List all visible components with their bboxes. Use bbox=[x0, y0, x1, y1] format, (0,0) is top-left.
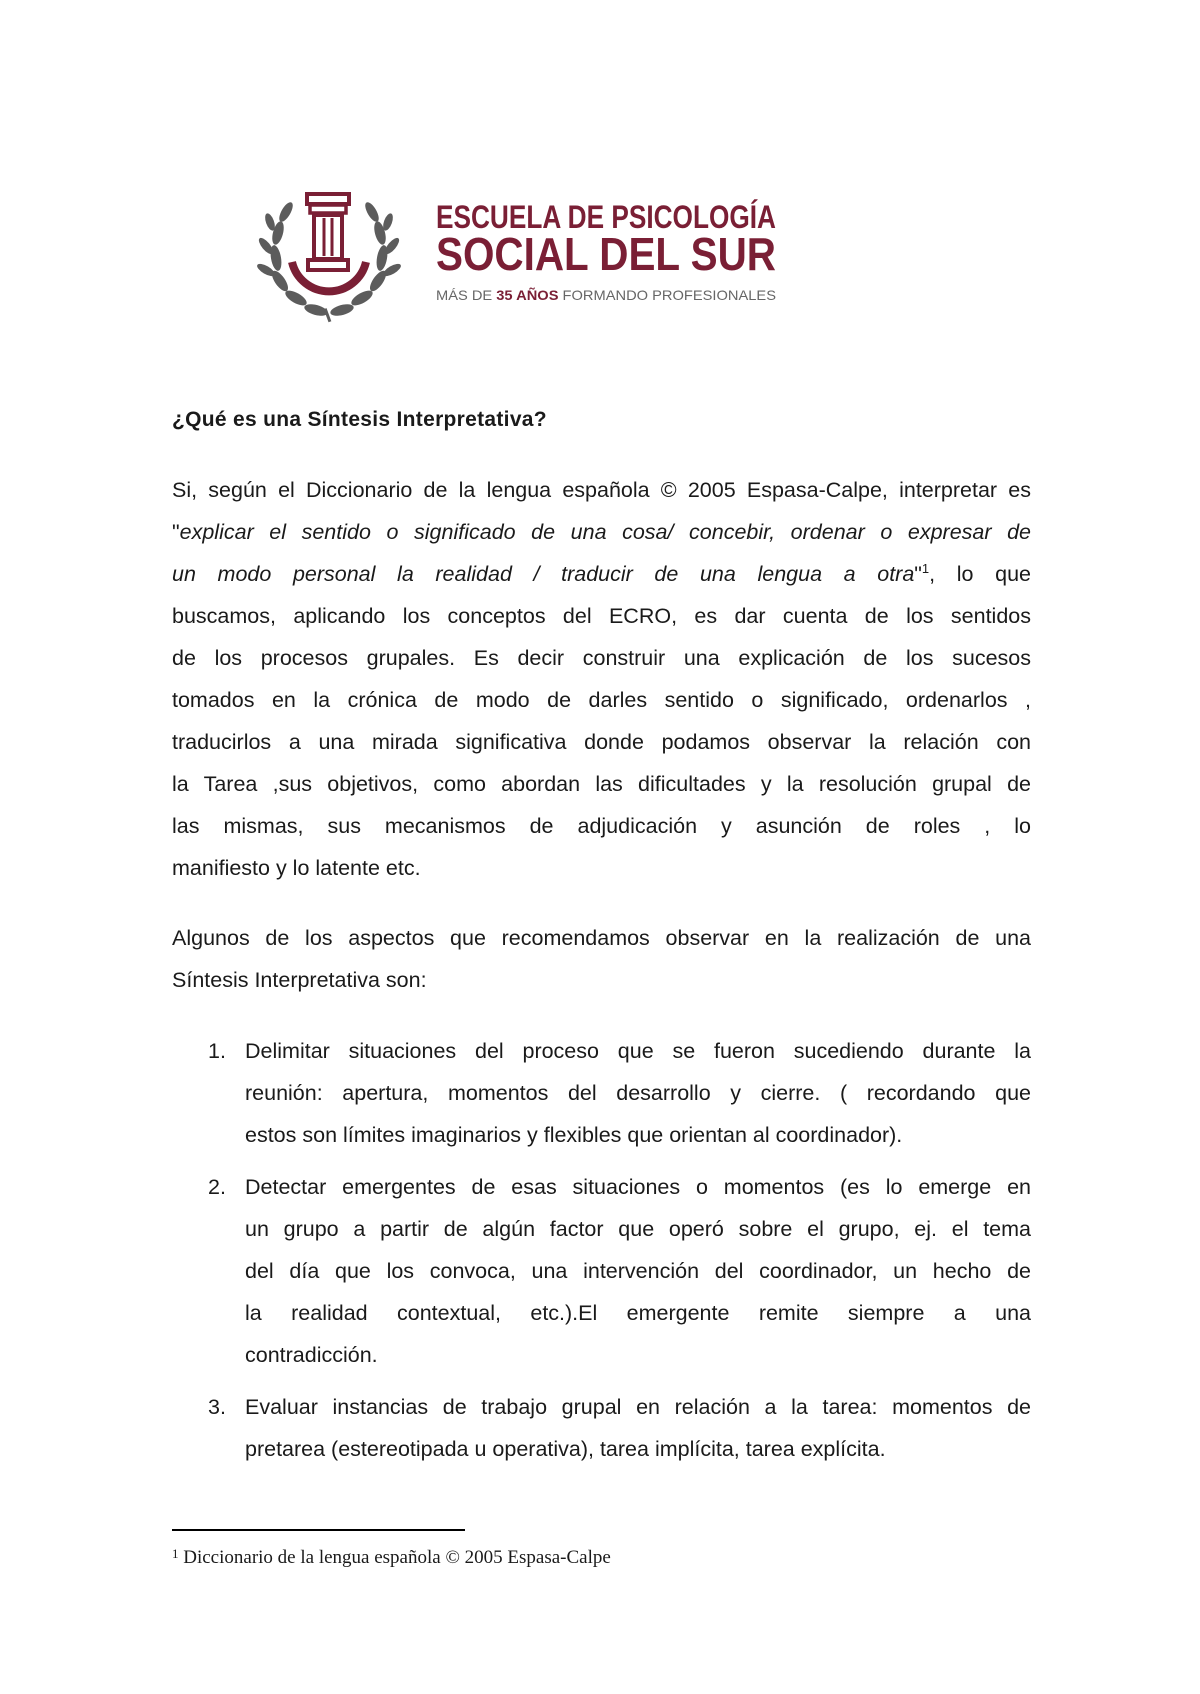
list-item bbox=[208, 1386, 1031, 1470]
text-segment: " bbox=[914, 562, 922, 586]
text-line bbox=[245, 1292, 1031, 1334]
text-line bbox=[172, 917, 1031, 959]
list-item bbox=[208, 1166, 1031, 1376]
page-heading: ¿Qué es una Síntesis Interpretativa? bbox=[172, 408, 547, 431]
text-line bbox=[172, 469, 1031, 511]
text-line bbox=[172, 553, 1031, 595]
text-segment: la Tarea ,sus objetivos, como abordan las dificultades y la resolución grupal de bbox=[172, 772, 1031, 796]
footnote-reference: 1 bbox=[921, 561, 930, 576]
text-segment: las mismas, sus mecanismos de adjudicación y asunción de roles , lo bbox=[172, 814, 1031, 838]
text-line bbox=[245, 1250, 1031, 1292]
text-segment: un grupo a partir de algún factor que operó sobre el grupo, ej. el tema bbox=[245, 1217, 1031, 1241]
logo-tagline: MÁS DE 35 AÑOS FORMANDO PROFESIONALES bbox=[436, 287, 767, 303]
paragraph-aspects-intro bbox=[172, 917, 1031, 1001]
text-line bbox=[245, 1386, 1031, 1428]
text-line bbox=[172, 847, 1031, 889]
text-line bbox=[245, 1166, 1031, 1208]
text-segment: manifiesto y lo latente etc. bbox=[172, 856, 421, 880]
list-number: 2. bbox=[208, 1175, 226, 1199]
text-segment: pretarea (estereotipada u operativa), tarea implícita, tarea explícita. bbox=[245, 1437, 886, 1461]
text-segment: Delimitar situaciones del proceso que se fueron sucediendo durante la bbox=[245, 1039, 1031, 1063]
text-segment: estos son límites imaginarios y flexibles que orientan al coordinador). bbox=[245, 1123, 903, 1147]
text-segment: traducirlos a una mirada significativa donde podamos observar la relación con bbox=[172, 730, 1031, 754]
text-line bbox=[172, 805, 1031, 847]
paragraph-definition bbox=[172, 469, 1031, 889]
text-line bbox=[245, 1072, 1031, 1114]
text-line bbox=[245, 1428, 1031, 1470]
text-segment: reunión: apertura, momentos del desarrollo y cierre. ( recordando que bbox=[245, 1081, 1031, 1105]
text-line bbox=[245, 1334, 1031, 1376]
text-segment: de los procesos grupales. Es decir construir una explicación de los sucesos bbox=[172, 646, 1031, 670]
list-number: 1. bbox=[208, 1039, 226, 1063]
text-segment: explicar el sentido o significado de una cosa/ concebir, ordenar o expresar de bbox=[179, 520, 1031, 544]
text-segment: Evaluar instancias de trabajo grupal en relación a la tarea: momentos de bbox=[245, 1395, 1031, 1419]
text-segment: " bbox=[172, 520, 180, 544]
footnote-text: Diccionario de la lengua española © 2005 Espasa-Calpe bbox=[178, 1547, 611, 1568]
logo-line2: SOCIAL DEL SUR bbox=[436, 228, 776, 280]
footnote bbox=[172, 1541, 611, 1571]
text-segment: buscamos, aplicando los conceptos del ECRO, es dar cuenta de los sentidos bbox=[172, 604, 1031, 628]
column-emblem-icon bbox=[292, 194, 366, 291]
text-segment: Algunos de los aspectos que recomendamos observar en la realización de una bbox=[172, 926, 1031, 950]
text-line bbox=[172, 679, 1031, 721]
text-segment: tomados en la crónica de modo de darles sentido o significado, ordenarlos , bbox=[172, 688, 1031, 712]
text-segment: , lo que bbox=[929, 562, 1031, 586]
text-segment: Si, según el Diccionario de la lengua española © 2005 Espasa-Calpe, interpretar es bbox=[172, 478, 1031, 502]
text-segment: del día que los convoca, una intervención del coordinador, un hecho de bbox=[245, 1259, 1031, 1283]
text-line bbox=[245, 1030, 1031, 1072]
school-logo bbox=[258, 188, 788, 324]
text-segment: Síntesis Interpretativa son: bbox=[172, 968, 427, 992]
text-line bbox=[245, 1114, 1031, 1156]
list-number: 3. bbox=[208, 1395, 226, 1419]
footnote-mark: 1 bbox=[172, 1546, 179, 1561]
footnote-separator bbox=[172, 1529, 465, 1531]
text-line bbox=[245, 1208, 1031, 1250]
text-segment: contradicción. bbox=[245, 1343, 378, 1367]
text-line bbox=[172, 637, 1031, 679]
text-line bbox=[172, 721, 1031, 763]
list-item bbox=[208, 1030, 1031, 1156]
text-segment: Detectar emergentes de esas situaciones o momentos (es lo emerge en bbox=[245, 1175, 1031, 1199]
text-segment: la realidad contextual, etc.).El emergente remite siempre a una bbox=[245, 1301, 1031, 1325]
text-line bbox=[172, 763, 1031, 805]
text-segment: un modo personal la realidad / traducir de una lengua a otra bbox=[172, 562, 915, 586]
text-line bbox=[172, 959, 1031, 1001]
logo-line1: ESCUELA DE PSICOLOGÍA bbox=[436, 199, 776, 235]
text-line bbox=[172, 595, 1031, 637]
text-line bbox=[172, 511, 1031, 553]
